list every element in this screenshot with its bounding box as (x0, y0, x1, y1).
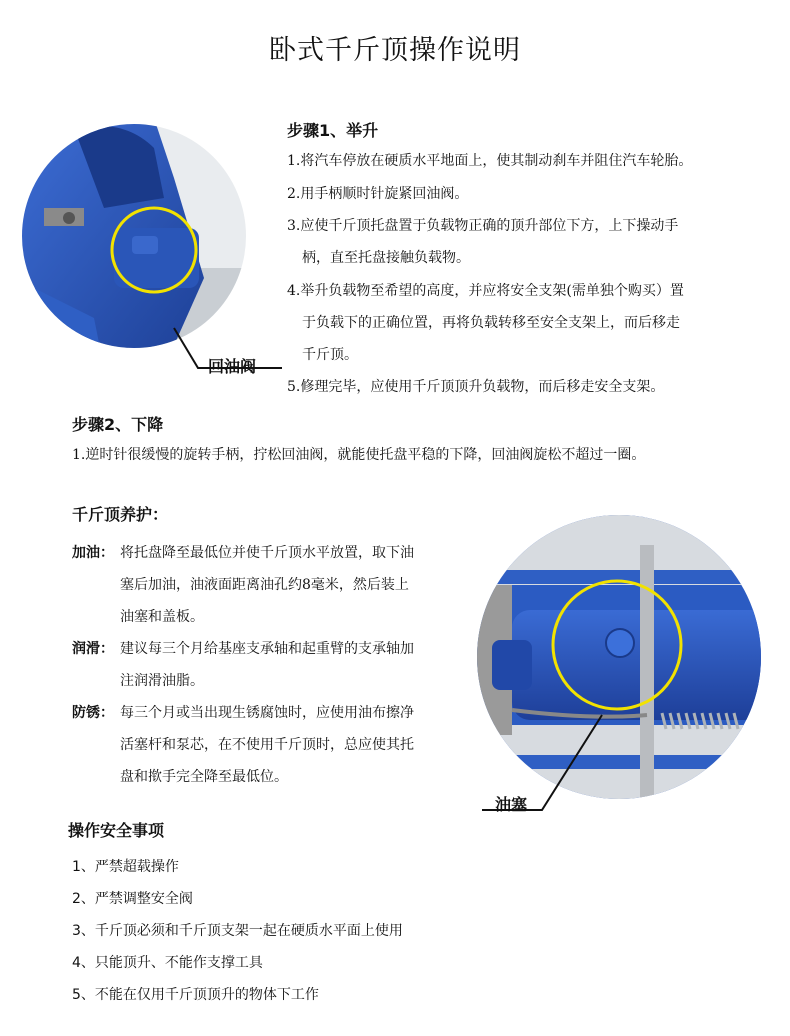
safety-item-5: 5、不能在仅用千斤顶顶升的物体下工作 (72, 987, 319, 1003)
lube-line-2: 注润滑油脂。 (120, 673, 204, 689)
rust-line-2: 活塞杆和泵芯，在不使用千斤顶时，总应使其托 (120, 737, 414, 753)
step2-line-1: 1.逆时针很缓慢的旋转手柄，拧松回油阀，就能使托盘平稳的下降，回油阀旋松不超过一圈。 (72, 447, 646, 463)
lube-line-1: 建议每三个月给基座支承轴和起重臂的支承轴加 (120, 641, 414, 657)
rust-line-3: 盘和揿手完全降至最低位。 (120, 769, 288, 785)
rust-line-1: 每三个月或当出现生锈腐蚀时，应使用油布擦净 (120, 705, 414, 721)
oil-line-3: 油塞和盖板。 (120, 609, 204, 625)
step1-line-3: 3.应使千斤顶托盘置于负载物正确的顶升部位下方，上下操动手 (287, 218, 679, 234)
oil-plug-label: 油塞 (495, 795, 528, 814)
step1-line-5: 4.举升负载物至希望的高度，并应将安全支架(需单独个购买）置 (287, 283, 684, 299)
step2-heading: 步骤2、下降 (72, 415, 164, 434)
step1-line-7: 千斤顶。 (302, 347, 358, 363)
maintenance-heading: 千斤顶养护： (72, 505, 169, 524)
oil-line-1: 将托盘降至最低位并使千斤顶水平放置，取下油 (120, 545, 414, 561)
oil-line-2: 塞后加油，油液面距离油孔约8毫米，然后装上 (120, 577, 409, 593)
step1-line-4: 柄，直至托盘接触负载物。 (302, 250, 470, 266)
oil-label: 加油： (72, 545, 114, 561)
safety-heading: 操作安全事项 (68, 821, 165, 840)
rust-label: 防锈： (72, 705, 114, 721)
safety-item-2: 2、严禁调整安全阀 (72, 891, 193, 907)
oil-plug-photo (472, 515, 772, 825)
safety-item-1: 1、严禁超载操作 (72, 859, 179, 875)
step1-line-2: 2.用手柄顺时针旋紧回油阀。 (287, 186, 469, 202)
lube-label: 润滑： (72, 641, 114, 657)
valve-label: 回油阀 (208, 357, 257, 376)
step1-line-6: 于负载下的正确位置，再将负载转移至安全支架上，而后移走 (302, 315, 680, 331)
valve-photo (14, 118, 284, 383)
safety-item-3: 3、千斤顶必须和千斤顶支架一起在硬质水平面上使用 (72, 923, 403, 939)
page-title: 卧式千斤顶操作说明 (269, 35, 521, 66)
safety-item-4: 4、只能顶升、不能作支撑工具 (72, 955, 263, 971)
step1-heading: 步骤1、举升 (287, 121, 379, 140)
step1-line-8: 5.修理完毕，应使用千斤顶顶升负载物，而后移走安全支架。 (287, 379, 665, 395)
step1-line-1: 1.将汽车停放在硬质水平地面上，使其制动刹车并阻住汽车轮胎。 (287, 153, 693, 169)
